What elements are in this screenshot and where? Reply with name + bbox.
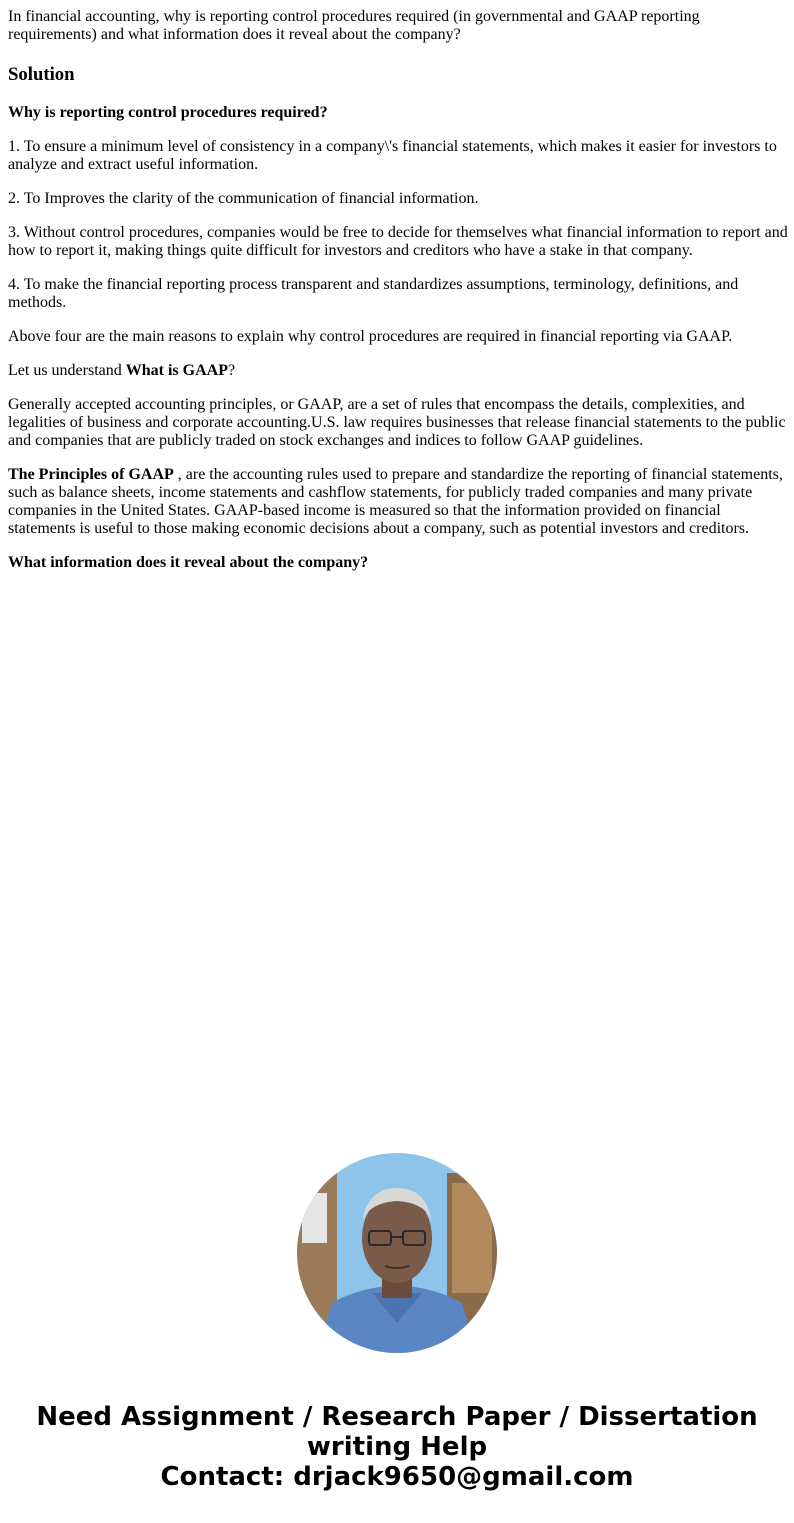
gaap-intro-prefix: Let us understand [8,362,126,379]
principles-bold: The Principles of GAAP [8,466,174,483]
reason-4: 4. To make the financial reporting process transparent and standardizes assumptions, terminology, definitions, and methods. [8,276,739,311]
footer-contact: Contact: drjack9650@gmail.com [160,1462,634,1492]
why-heading-text: Why is reporting control procedures required? [8,104,328,121]
solution-heading: Solution [8,64,75,85]
principles-text: , are the accounting rules used to prepare and standardize the reporting of financial statements, such as balance sheets, income statements and cashflow statements, for publicly traded companies and many private companies in the United States. GAAP-based income is measured so that the information provided on financial statements is useful to those making economic decisions about a company, such as potential investors and creditors. [8,466,783,537]
gaap-definition: Generally accepted accounting principles, or GAAP, are a set of rules that encompass the details, complexities, and legalities of business and corporate accounting.U.S. law requires businesses that release financial statements to the public and companies that are publicly traded on stock exchanges and indices to follow GAAP guidelines. [8,396,786,449]
footer-line-1: Need Assignment / Research Paper / Dissertation writing Help [36,1402,758,1462]
author-portrait-image [297,1153,497,1353]
gaap-intro-suffix: ? [227,362,236,379]
gaap-intro [8,362,788,380]
reason-3: 3. Without control procedures, companies would be free to decide for themselves what financial information to report and how to report it, making things quite difficult for investors and creditors who have a stake in that company. [8,224,788,259]
principles-paragraph [8,466,788,538]
summary-text: Above four are the main reasons to explain why control procedures are required in financial reporting via GAAP. [8,328,733,345]
gaap-intro-bold: What is GAAP [125,362,228,379]
avatar-carving [452,1183,492,1293]
help-footer [0,1402,794,1492]
reveal-heading-text: What information does it reveal about the company? [8,554,369,571]
reason-1: 1. To ensure a minimum level of consistency in a company\'s financial statements, which makes it easier for investors to analyze and extract useful information. [8,138,777,173]
why-heading [8,104,788,122]
avatar-switchboard [302,1193,327,1243]
reason-2: 2. To Improves the clarity of the communication of financial information. [8,190,479,207]
reveal-heading [8,554,788,572]
answer-content [8,8,788,588]
question-text: In financial accounting, why is reporting control procedures required (in governmental and GAAP reporting requirements) and what information does it reveal about the company? [8,8,700,43]
author-avatar [297,1153,497,1353]
